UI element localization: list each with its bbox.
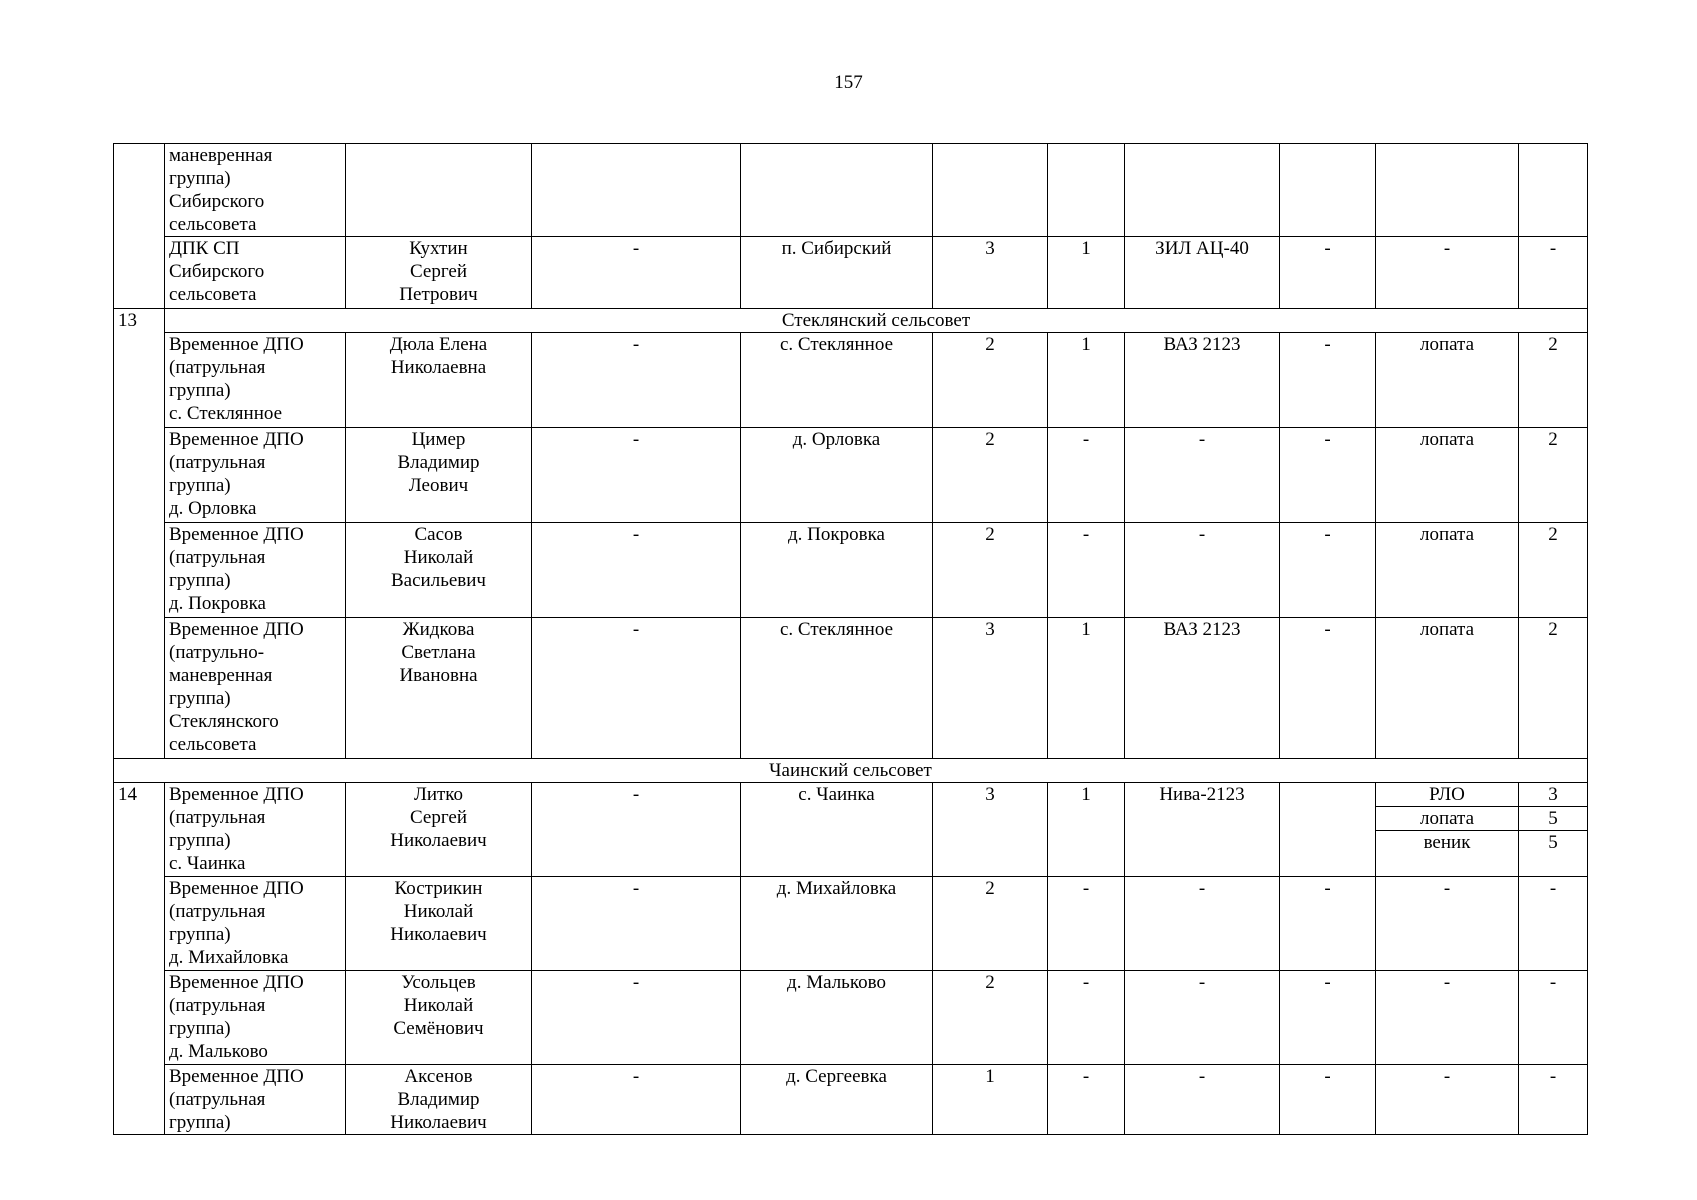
cell-head: Литко Сергей Николаевич: [346, 783, 532, 877]
cell-vehicle: -: [1125, 523, 1280, 618]
cell-unit-name: маневренная группа) Сибирского сельсовета: [165, 144, 346, 237]
cell-units: -: [1048, 523, 1125, 618]
cell-unit-name: Временное ДПО (патрульная группа) с. Чаинка: [165, 783, 346, 877]
cell-equipment: -: [1376, 1065, 1519, 1135]
table-row: ДПК СП Сибирского сельсовета Кухтин Сергей Петрович - п. Сибирский 3 1 ЗИЛ АЦ-40 - - -: [114, 237, 1588, 309]
cell-qty: -: [1519, 971, 1588, 1065]
cell-equipment: -: [1376, 237, 1519, 309]
cell-unit-name: Временное ДПО (патрульная группа) с. Стеклянное: [165, 333, 346, 428]
cell-vehicle: Нива-2123: [1125, 783, 1280, 877]
cell-qty: 2: [1519, 523, 1588, 618]
section-title: Чаинский сельсовет: [114, 759, 1588, 783]
cell-unit-name: ДПК СП Сибирского сельсовета: [165, 237, 346, 309]
cell-qty: -: [1519, 877, 1588, 971]
cell-head: Кострикин Николай Николаевич: [346, 877, 532, 971]
cell-people: 3: [933, 237, 1048, 309]
cell-equipment: -: [1376, 877, 1519, 971]
cell-number: [114, 144, 165, 309]
cell-people: 3: [933, 783, 1048, 877]
cell-vehicle: ЗИЛ АЦ-40: [1125, 237, 1280, 309]
equipment-list: [1376, 783, 1518, 854]
cell-head: Кухтин Сергей Петрович: [346, 237, 532, 309]
table-row: 14 Временное ДПО (патрульная группа) с. Чаинка Литко Сергей Николаевич - с. Чаинка 3 1 Нива-2123 РЛО лопата веник 3 5 5: [114, 783, 1588, 877]
cell-head: Усольцев Николай Семёнович: [346, 971, 532, 1065]
cell-equipment: лопата: [1376, 333, 1519, 428]
table-row: Временное ДПО (патрульная группа) д. Михайловка Кострикин Николай Николаевич - д. Михайловка 2 - - - - -: [114, 877, 1588, 971]
equipment-qty: 5: [1548, 832, 1558, 853]
cell-place: д. Покровка: [741, 523, 933, 618]
cell-number: 14: [114, 783, 165, 1135]
table-row: Временное ДПО (патрульная группа) д. Орловка Цимер Владимир Леович - д. Орловка 2 - - - лопата 2: [114, 428, 1588, 523]
cell-vehicle: -: [1125, 971, 1280, 1065]
cell-units: 1: [1048, 333, 1125, 428]
section-title: Стеклянский сельсовет: [165, 309, 1588, 333]
table-row: Временное ДПО (патрульная группа) д. Мальково Усольцев Николай Семёнович - д. Мальково 2 - - - - -: [114, 971, 1588, 1065]
cell-place: д. Мальково: [741, 971, 933, 1065]
cell-units: 1: [1048, 237, 1125, 309]
equipment-qty: 3: [1519, 783, 1587, 807]
cell-unit-name: Временное ДПО (патрульная группа) д. Орловка: [165, 428, 346, 523]
cell-unit-name: Временное ДПО (патрульно- маневренная группа) Стеклянского сельсовета: [165, 618, 346, 759]
cell-equipment: лопата: [1376, 618, 1519, 759]
table-row: Временное ДПО (патрульно- маневренная группа) Стеклянского сельсовета Жидкова Светлана Ивановна - с. Стеклянное 3 1 ВАЗ 2123 - лопата 2: [114, 618, 1588, 759]
cell-people: 2: [933, 971, 1048, 1065]
cell-place: д. Орловка: [741, 428, 933, 523]
cell-unit-name: Временное ДПО (патрульная группа) д. Покровка: [165, 523, 346, 618]
equipment-qty: 5: [1519, 807, 1587, 831]
table-row-continued: [114, 144, 1588, 237]
cell-head: Сасов Николай Васильевич: [346, 523, 532, 618]
cell-people: 2: [933, 877, 1048, 971]
cell-qty: -: [1519, 1065, 1588, 1135]
table-row: Временное ДПО (патрульная группа) д. Покровка Сасов Николай Васильевич - д. Покровка 2 - - - лопата 2: [114, 523, 1588, 618]
cell-number: 13: [114, 309, 165, 759]
cell-place: п. Сибирский: [741, 237, 933, 309]
cell-unit-name: Временное ДПО (патрульная группа) д. Михайловка: [165, 877, 346, 971]
cell-head: Дюла Елена Николаевна: [346, 333, 532, 428]
cell-unit-name: Временное ДПО (патрульная группа) д. Мальково: [165, 971, 346, 1065]
cell-place: д. Сергеевка: [741, 1065, 933, 1135]
cell-units: -: [1048, 971, 1125, 1065]
cell-people: 1: [933, 1065, 1048, 1135]
cell-people: 3: [933, 618, 1048, 759]
cell-vehicle: -: [1125, 428, 1280, 523]
cell-people: 2: [933, 523, 1048, 618]
cell-unit-name: Временное ДПО (патрульная группа): [165, 1065, 346, 1135]
equipment-item: лопата: [1376, 807, 1518, 831]
section-header-row: [114, 309, 1588, 333]
cell-people: 2: [933, 333, 1048, 428]
cell-qty: 2: [1519, 333, 1588, 428]
cell-people: 2: [933, 428, 1048, 523]
section-header-row: [114, 759, 1588, 783]
fire-units-table: [113, 143, 1588, 1135]
cell-qty: -: [1519, 237, 1588, 309]
cell-units: 1: [1048, 783, 1125, 877]
cell-place: с. Стеклянное: [741, 618, 933, 759]
cell-place: с. Чаинка: [741, 783, 933, 877]
cell-head: Аксенов Владимир Николаевич: [346, 1065, 532, 1135]
equipment-qty-list: [1519, 783, 1587, 854]
cell-equipment: [1376, 783, 1519, 877]
cell-place: д. Михайловка: [741, 877, 933, 971]
equipment-item: РЛО: [1376, 783, 1518, 807]
cell-vehicle: -: [1125, 1065, 1280, 1135]
table-row: Временное ДПО (патрульная группа) Аксенов Владимир Николаевич - д. Сергеевка 1 - - - - -: [114, 1065, 1588, 1135]
cell-units: 1: [1048, 618, 1125, 759]
cell-vehicle: ВАЗ 2123: [1125, 618, 1280, 759]
cell-head: Цимер Владимир Леович: [346, 428, 532, 523]
cell-equipment: лопата: [1376, 523, 1519, 618]
cell-qty: [1519, 783, 1588, 877]
cell-qty: 2: [1519, 428, 1588, 523]
cell-equipment: -: [1376, 971, 1519, 1065]
page-number: 157: [834, 72, 863, 93]
cell-equipment: лопата: [1376, 428, 1519, 523]
equipment-item: веник: [1423, 832, 1471, 853]
table-row: Временное ДПО (патрульная группа) с. Стеклянное Дюла Елена Николаевна - с. Стеклянное 2 1 ВАЗ 2123 - лопата 2: [114, 333, 1588, 428]
cell-units: -: [1048, 1065, 1125, 1135]
cell-qty: 2: [1519, 618, 1588, 759]
cell-head: Жидкова Светлана Ивановна: [346, 618, 532, 759]
cell-vehicle: ВАЗ 2123: [1125, 333, 1280, 428]
cell-units: -: [1048, 877, 1125, 971]
cell-units: -: [1048, 428, 1125, 523]
cell-vehicle: -: [1125, 877, 1280, 971]
cell-place: с. Стеклянное: [741, 333, 933, 428]
